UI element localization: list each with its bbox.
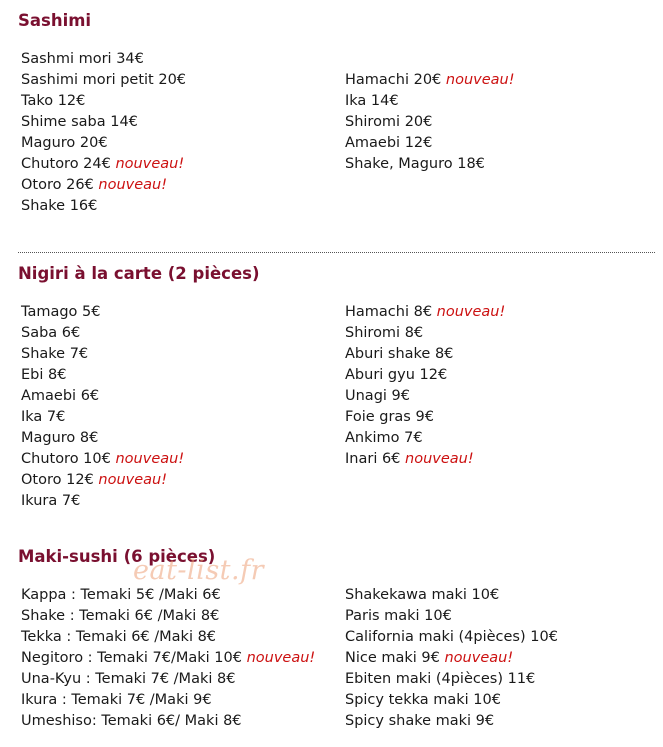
menu-item-name: Ebiten maki (4pièces) 11€ — [345, 671, 536, 687]
new-badge: nouveau! — [115, 451, 185, 467]
menu-item-name: Shiromi 8€ — [345, 325, 424, 341]
menu-item — [21, 711, 315, 732]
menu-item — [345, 627, 558, 648]
new-badge: nouveau! — [436, 304, 506, 320]
new-badge: nouveau! — [445, 72, 515, 88]
menu-item-name: Ika 14€ — [345, 93, 399, 109]
watermark-logo: eat-list.fr — [133, 555, 265, 586]
new-badge: nouveau! — [246, 650, 316, 666]
menu-item-name: Saba 6€ — [21, 325, 81, 341]
menu-item-name: Spicy tekka maki 10€ — [345, 692, 501, 708]
menu-item — [21, 669, 315, 690]
menu-item-name: Inari 6€ — [345, 451, 401, 467]
menu-item-name: Sashimi mori petit 20€ — [21, 72, 187, 88]
menu-item-name: Ika 7€ — [21, 409, 66, 425]
menu-item-name: Nice maki 9€ — [345, 650, 440, 666]
menu-item-name: Aburi shake 8€ — [345, 346, 454, 362]
menu-item-name: Shake : Temaki 6€ /Maki 8€ — [21, 608, 220, 624]
menu-item — [345, 648, 558, 669]
menu-item-name: Shake 16€ — [21, 198, 98, 214]
menu-item-name: Hamachi 20€ — [345, 72, 442, 88]
menu-item-name: Shake, Maguro 18€ — [345, 156, 485, 172]
menu-item — [21, 606, 315, 627]
section-title: Maki-sushi (6 pièces) — [18, 547, 216, 566]
menu-item — [21, 585, 315, 606]
menu-item-name: Chutoro 10€ — [21, 451, 111, 467]
menu-item — [345, 690, 558, 711]
item-list-right — [345, 585, 558, 732]
menu-item-name: Tamago 5€ — [21, 304, 101, 320]
menu-item-name: Shake 7€ — [21, 346, 89, 362]
menu-item-name: Amaebi 12€ — [345, 135, 433, 151]
menu-item-name: Kappa : Temaki 5€ /Maki 6€ — [21, 587, 221, 603]
menu-item-name: Otoro 26€ — [21, 177, 94, 193]
menu-item — [345, 711, 558, 732]
new-badge: nouveau! — [405, 451, 474, 467]
menu-item-name: Shakekawa maki 10€ — [345, 587, 500, 603]
menu-item-name: Ebi 8€ — [21, 367, 67, 383]
menu-item-name: Maguro 8€ — [21, 430, 99, 446]
new-badge: nouveau! — [98, 177, 168, 193]
menu-item-name: Otoro 12€ — [21, 472, 94, 488]
section-title: Nigiri à la carte (2 pièces) — [18, 264, 260, 283]
menu-item-name: Foie gras 9€ — [345, 409, 434, 425]
menu-item-name: Ankimo 7€ — [345, 430, 423, 446]
menu-item — [345, 585, 558, 606]
menu-item-name: Tekka : Temaki 6€ /Maki 8€ — [21, 629, 217, 645]
menu-item — [21, 690, 315, 711]
menu-item-name: Chutoro 24€ — [21, 156, 111, 172]
menu-item-name: Ikura 7€ — [21, 493, 81, 509]
menu-item-name: Aburi gyu 12€ — [345, 367, 448, 383]
menu-item-name: Negitoro : Temaki 7€/Maki 10€ — [21, 650, 242, 666]
section-title: Sashimi — [18, 11, 92, 30]
menu-item-name: Paris maki 10€ — [345, 608, 452, 624]
menu-item-name: Ikura : Temaki 7€ /Maki 9€ — [21, 692, 212, 708]
menu-item-name: Unagi 9€ — [345, 388, 410, 404]
menu-item-name: Hamachi 8€ — [345, 304, 433, 320]
menu-item-name: Una-Kyu : Temaki 7€ /Maki 8€ — [21, 671, 236, 687]
menu-item-name: Maguro 20€ — [21, 135, 108, 151]
menu-item — [345, 669, 558, 690]
menu-item — [21, 648, 315, 669]
new-badge: nouveau! — [98, 472, 168, 488]
menu-item-name: Shime saba 14€ — [21, 114, 138, 130]
menu-item-name: Shiromi 20€ — [345, 114, 433, 130]
menu-item-name: California maki (4pièces) 10€ — [345, 629, 558, 645]
item-list-left — [21, 585, 315, 732]
new-badge: nouveau! — [444, 650, 514, 666]
menu-item — [345, 606, 558, 627]
menu-item-name: Spicy shake maki 9€ — [345, 713, 495, 729]
menu-item-name: Sashmi mori 34€ — [21, 51, 144, 67]
new-badge: nouveau! — [115, 156, 185, 172]
menu-item-name: Tako 12€ — [21, 93, 86, 109]
menu-item-name: Amaebi 6€ — [21, 388, 100, 404]
menu-item — [21, 627, 315, 648]
menu-item-name: Umeshiso: Temaki 6€/ Maki 8€ — [21, 713, 242, 729]
